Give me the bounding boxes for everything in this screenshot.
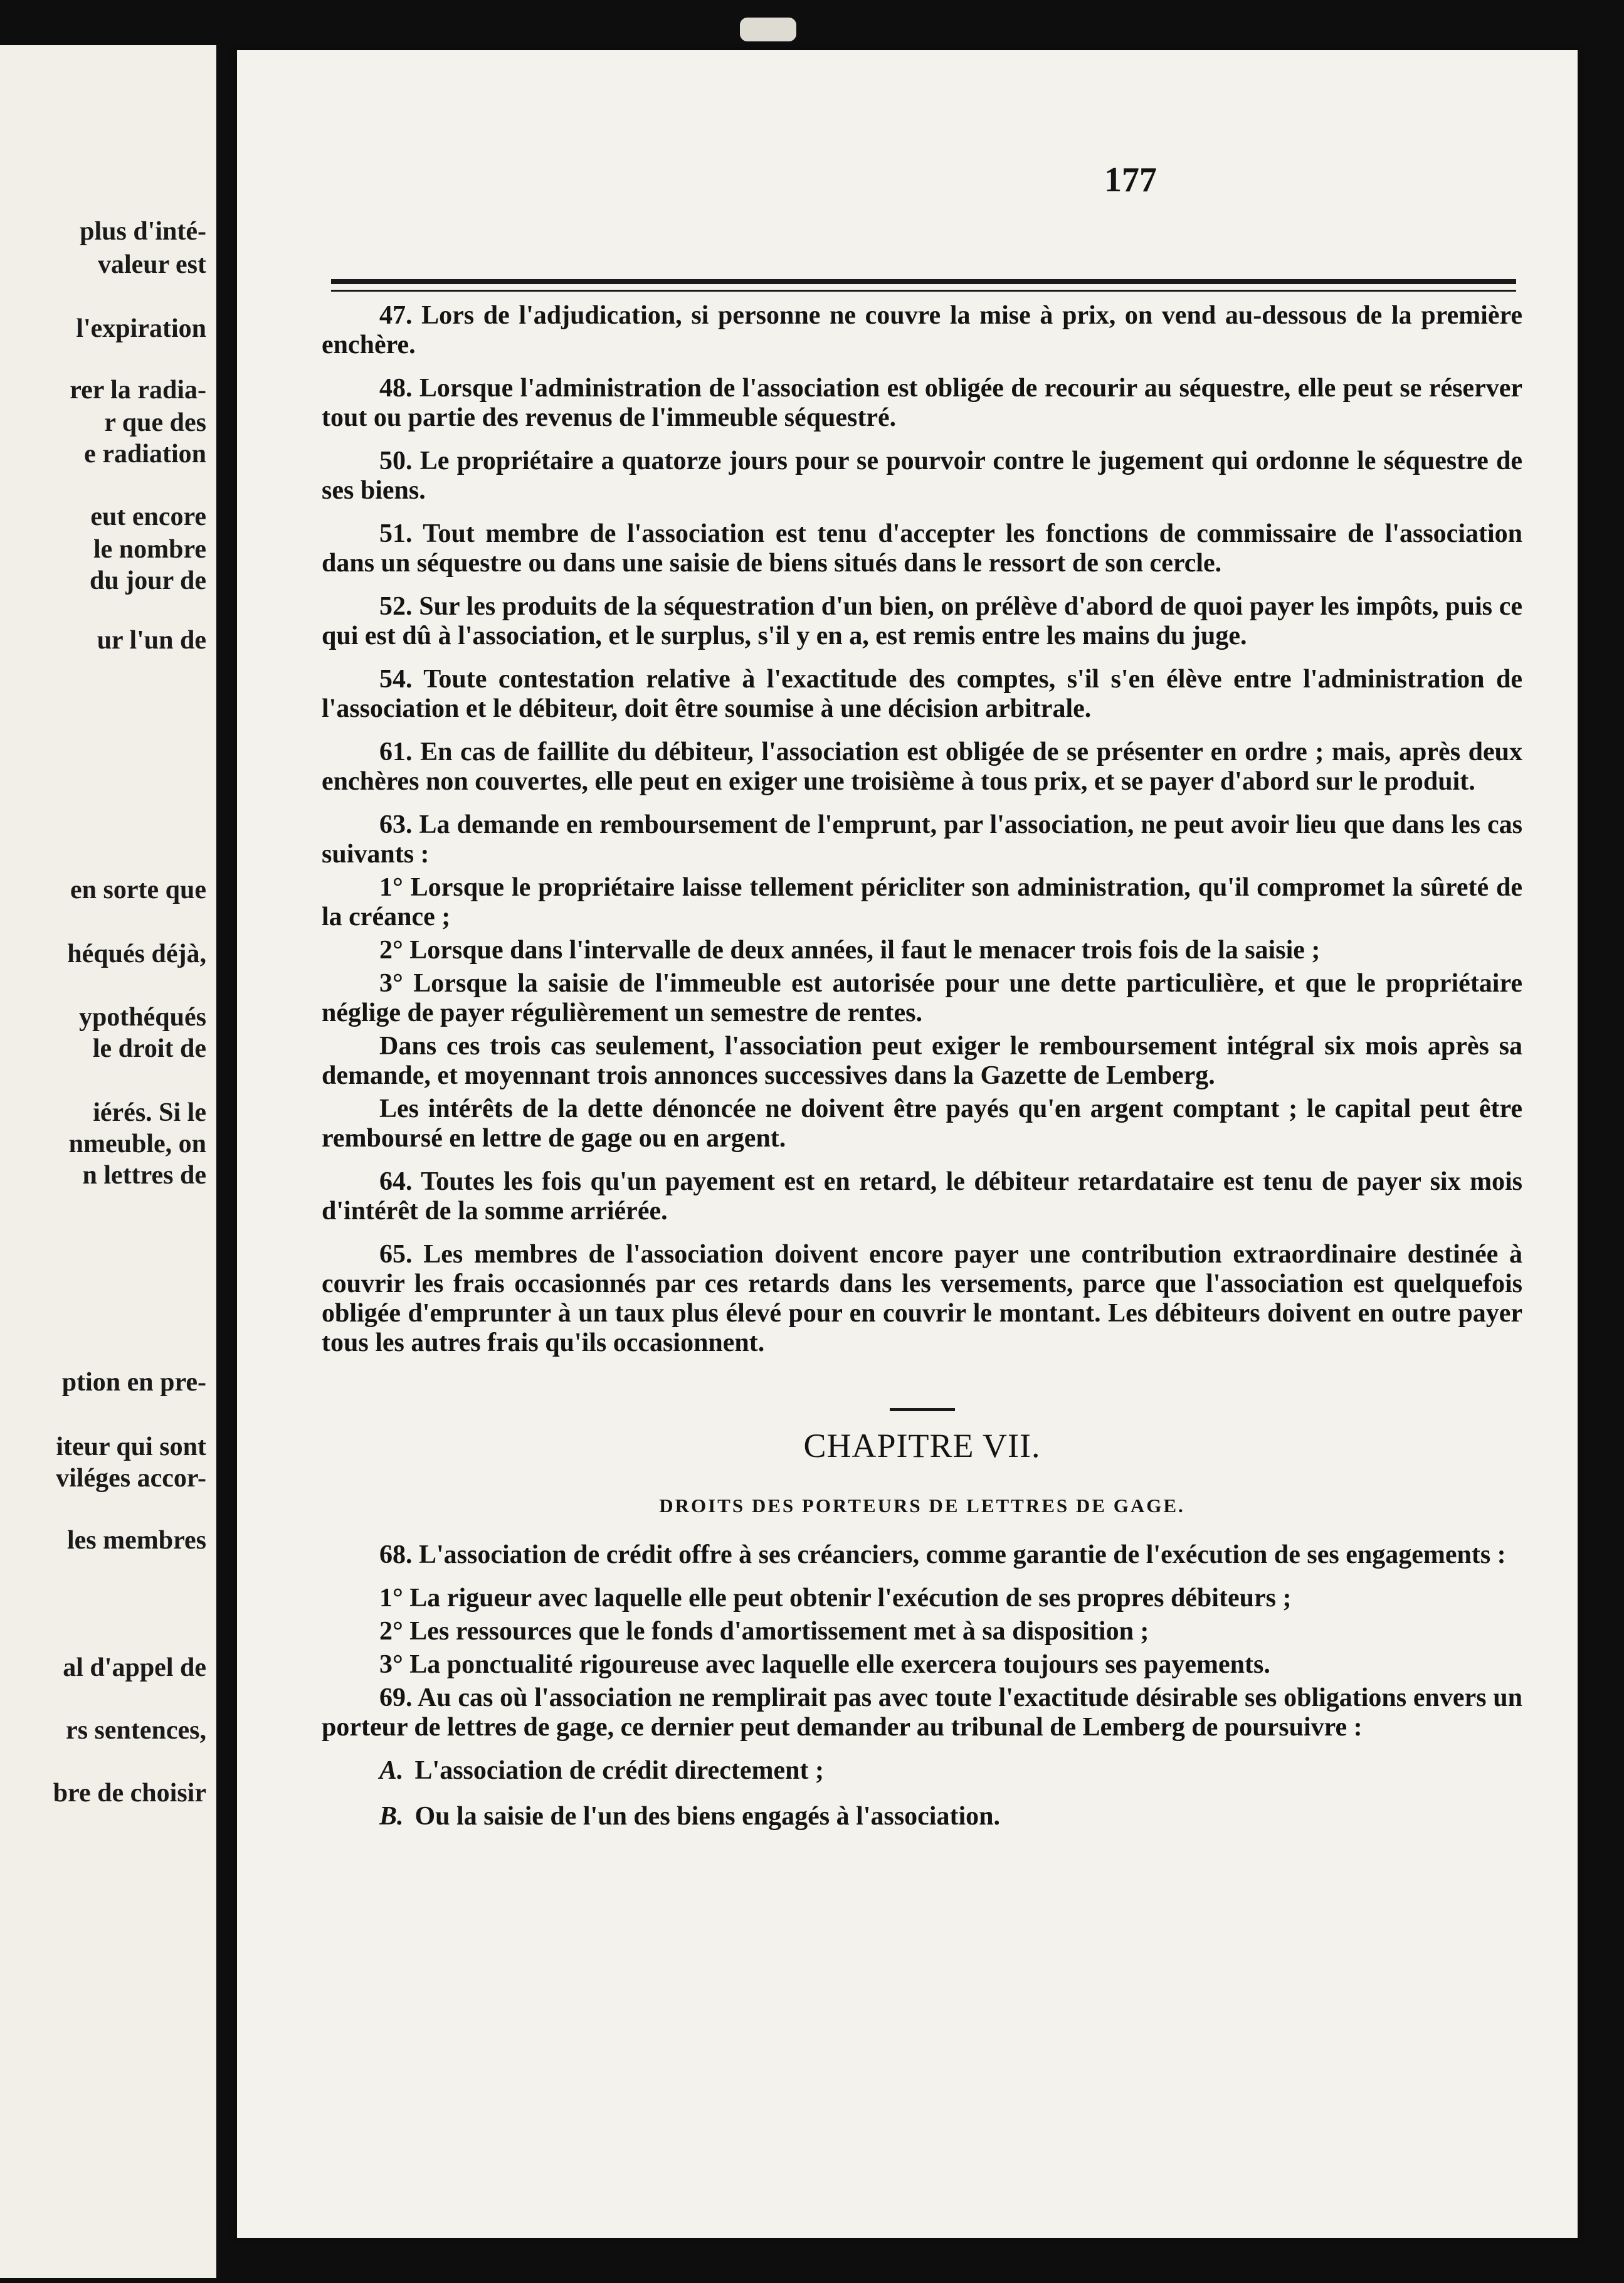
article-63-item-3: 3° Lorsque la saisie de l'immeuble est autorisée pour une dette particulière, et que le propriétaire néglige de payer régulièrement un semestre de rentes.	[322, 969, 1522, 1027]
left-page-line: rs sentences,	[66, 1716, 206, 1745]
article-65: 65. Les membres de l'association doivent encore payer une contribution extraordinaire destinée à couvrir les frais occasionnés par ces retards dans les versements, parce que l'association est quelquefois obligée d'emprunter à un taux plus élevé pour en couvrir le montant. Les débiteurs doivent en outre payer tous les autres frais qu'ils occasionnent.	[322, 1240, 1522, 1357]
left-page-line: le droit de	[92, 1034, 206, 1063]
article-63-intro: 63. La demande en remboursement de l'emprunt, par l'association, ne peut avoir lieu que dans les cas suivants :	[322, 810, 1522, 869]
article-48: 48. Lorsque l'administration de l'association est obligée de recourir au séquestre, elle peut se réserver tout ou partie des revenus de l'immeuble séquestré.	[322, 374, 1522, 432]
left-page-line: nmeuble, on	[68, 1130, 206, 1158]
page	[237, 50, 1578, 2238]
left-page-line: en sorte que	[70, 876, 206, 904]
left-page-line: n lettres de	[82, 1161, 206, 1190]
article-63-item-2: 2° Lorsque dans l'intervalle de deux années, il faut le menacer trois fois de la saisie ;	[379, 936, 1321, 965]
left-page-line: bre de choisir	[53, 1779, 206, 1808]
article-68-item-1: 1° La rigueur avec laquelle elle peut obtenir l'exécution de ses propres débiteurs ;	[379, 1584, 1292, 1613]
paper-scrap	[740, 18, 796, 41]
article-68-item-2: 2° Les ressources que le fonds d'amortissement met à sa disposition ;	[379, 1617, 1149, 1646]
left-page-line: e radiation	[84, 440, 206, 469]
left-page-line: ypothéqués	[78, 1003, 206, 1032]
article-47: 47. Lors de l'adjudication, si personne ne couvre la mise à prix, on vend au-dessous de la première enchère.	[322, 301, 1522, 359]
left-page-line: r que des	[104, 408, 206, 437]
article-63-item-1: 1° Lorsque le propriétaire laisse tellement péricliter son administration, qu'il compromet la sûreté de la créance ;	[322, 873, 1522, 931]
article-63-after-2: Les intérêts de la dette dénoncée ne doivent être payés qu'en argent comptant ; le capital peut être remboursé en lettre de gage ou en argent.	[322, 1094, 1522, 1153]
left-page-line: héqués déjà,	[67, 940, 206, 968]
left-page-line: l'expiration	[76, 314, 206, 343]
text-column	[322, 301, 1522, 1848]
option-letter: A.	[379, 1756, 404, 1785]
article-68-intro: 68. L'association de crédit offre à ses créanciers, comme garantie de l'exécution de ses engagements :	[379, 1540, 1506, 1569]
left-page-line: al d'appel de	[63, 1653, 206, 1682]
section-title: DROITS DES PORTEURS DE LETTRES DE GAGE.	[659, 1495, 1185, 1517]
article-68-item-3: 3° La ponctualité rigoureuse avec laquelle elle exercera toujours ses payements.	[379, 1650, 1270, 1679]
article-50: 50. Le propriétaire a quatorze jours pour se pourvoir contre le jugement qui ordonne le séquestre de ses biens.	[322, 447, 1522, 505]
article-63-after-1: Dans ces trois cas seulement, l'association peut exiger le remboursement intégral six mois après sa demande, et moyennant trois annonces successives dans la Gazette de Lemberg.	[322, 1032, 1522, 1090]
option-letter: B.	[379, 1802, 404, 1831]
left-page-line: les membres	[67, 1526, 206, 1555]
left-page-line: iérés. Si le	[93, 1098, 206, 1127]
article-69-intro: 69. Au cas où l'association ne remplirait pas avec toute l'exactitude désirable ses obligations envers un porteur de lettres de gage, ce dernier peut demander au tribunal de Lemberg de poursuivre :	[322, 1683, 1522, 1742]
article-69-option-b	[322, 1802, 1522, 1831]
left-page-line: ur l'un de	[97, 626, 206, 655]
page-number: 177	[1104, 161, 1157, 199]
left-page-line: valeur est	[97, 250, 206, 279]
left-facing-page	[0, 45, 216, 2278]
left-page-line: ption en pre-	[61, 1368, 206, 1397]
article-52: 52. Sur les produits de la séquestration d'un bien, on prélève d'abord de quoi payer les impôts, puis ce qui est dû à l'association, et le surplus, s'il y en a, est remis entre les mains du juge.	[322, 592, 1522, 650]
left-page-line: plus d'inté-	[80, 217, 206, 246]
left-page-line: viléges accor-	[56, 1464, 206, 1493]
header-rule	[331, 279, 1516, 284]
article-51: 51. Tout membre de l'association est tenu d'accepter les fonctions de commissaire de l'association dans un séquestre ou dans une saisie de biens situés dans le ressort de son cercle.	[322, 519, 1522, 578]
article-69-option-a	[322, 1756, 1522, 1786]
left-page-line: iteur qui sont	[56, 1433, 206, 1461]
article-61: 61. En cas de faillite du débiteur, l'association est obligée de se présenter en ordre ; mais, après deux enchères non couvertes, elle peut en exiger une troisième à tous prix, et se payer d'abord sur le produit.	[322, 738, 1522, 796]
chapter-title: CHAPITRE VII.	[803, 1427, 1041, 1465]
header-rule-thin	[331, 290, 1516, 292]
article-64: 64. Toutes les fois qu'un payement est en retard, le débiteur retardataire est tenu de payer six mois d'intérêt de la somme arriérée.	[322, 1167, 1522, 1226]
left-page-line: le nombre	[93, 535, 206, 564]
chapter-separator	[890, 1408, 955, 1411]
option-text: L'association de crédit directement ;	[414, 1756, 824, 1785]
left-page-line: rer la radia-	[70, 376, 206, 405]
option-text: Ou la saisie de l'un des biens engagés à l'association.	[414, 1802, 1000, 1831]
article-54: 54. Toute contestation relative à l'exactitude des comptes, s'il s'en élève entre l'administration de l'association et le débiteur, doit être soumise à une décision arbitrale.	[322, 665, 1522, 723]
left-page-line: eut encore	[90, 502, 206, 531]
left-page-line: du jour de	[90, 566, 206, 595]
